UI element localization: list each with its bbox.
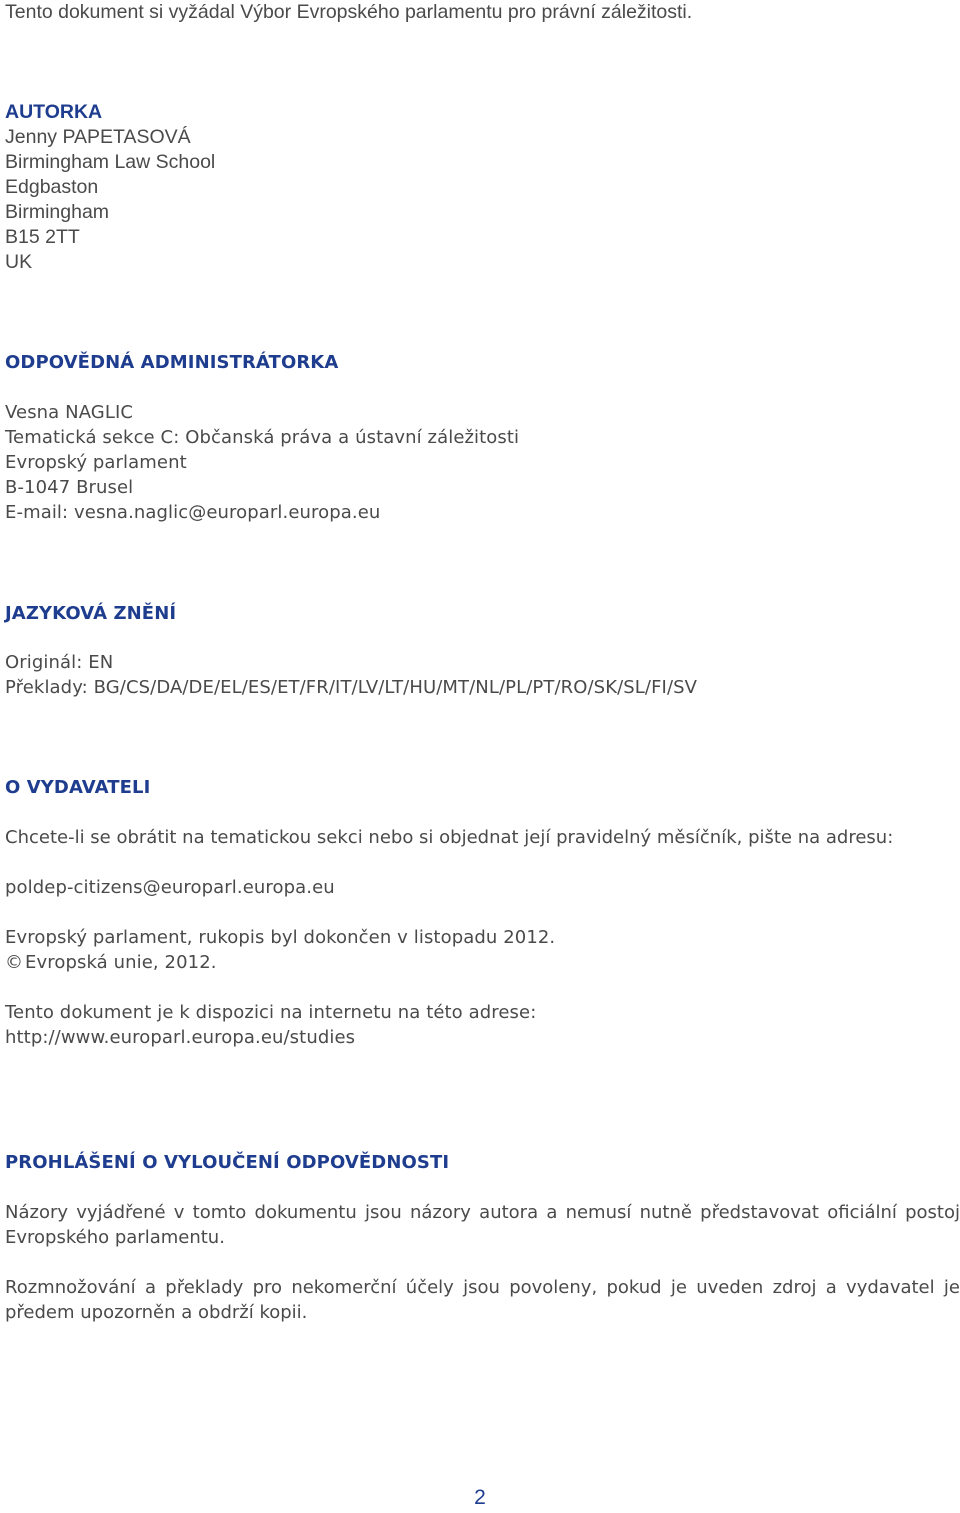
- author-institution: Birmingham Law School: [5, 151, 216, 173]
- languages-original: Originál: EN: [5, 652, 114, 673]
- languages-heading: JAZYKOVÁ ZNĚNÍ: [5, 603, 177, 624]
- publisher-manuscript-note: Evropský parlament, rukopis byl dokončen v listopadu 2012.: [5, 927, 556, 948]
- administrator-heading: ODPOVĚDNÁ ADMINISTRÁTORKA: [5, 352, 339, 373]
- author-heading: AUTORKA: [5, 101, 103, 123]
- author-country: UK: [5, 251, 33, 273]
- languages-translations: Překlady: BG/CS/DA/DE/EL/ES/ET/FR/IT/LV/LT/HU/MT/NL/PL/PT/RO/SK/SL/FI/SV: [5, 677, 698, 698]
- disclaimer-paragraph-2: Rozmnožování a překlady pro nekomerční účely jsou povoleny, pokud je uveden zdroj a vydavatel je předem upozorněn a obdrží kopii.: [5, 1277, 960, 1323]
- page-number: 2: [474, 1486, 486, 1509]
- intro-text: Tento dokument si vyžádal Výbor Evropského parlamentu pro právní záležitosti.: [5, 1, 693, 23]
- copyright-text: Evropská unie, 2012.: [25, 952, 217, 973]
- publisher-contact-email[interactable]: poldep-citizens@europarl.europa.eu: [5, 877, 335, 898]
- publisher-url[interactable]: http://www.europarl.europa.eu/studies: [5, 1027, 356, 1048]
- administrator-email[interactable]: E-mail: vesna.naglic@europarl.europa.eu: [5, 502, 381, 523]
- copyright-icon: ©: [5, 952, 24, 973]
- publisher-availability: Tento dokument je k dispozici na internetu na této adrese:: [5, 1002, 537, 1023]
- publisher-heading: O VYDAVATELI: [5, 777, 151, 798]
- disclaimer-heading: PROHLÁŠENÍ O VYLOUČENÍ ODPOVĚDNOSTI: [5, 1152, 450, 1173]
- disclaimer-paragraph-1: Názory vyjádřené v tomto dokumentu jsou názory autora a nemusí nutně představovat oficiální postoj Evropského parlamentu.: [5, 1202, 960, 1248]
- author-name: Jenny PAPETASOVÁ: [5, 126, 191, 148]
- administrator-department: Tematická sekce C: Občanská práva a ústavní záležitosti: [5, 427, 520, 448]
- publisher-contact-text: Chcete-li se obrátit na tematickou sekci nebo si objednat její pravidelný měsíčník, pište na adresu:: [5, 827, 894, 848]
- publisher-copyright: [5, 950, 217, 975]
- author-district: Edgbaston: [5, 176, 99, 198]
- author-postcode: B15 2TT: [5, 226, 80, 248]
- administrator-organisation: Evropský parlament: [5, 452, 187, 473]
- administrator-name: Vesna NAGLIC: [5, 402, 134, 423]
- author-city: Birmingham: [5, 201, 110, 223]
- administrator-address: B-1047 Brusel: [5, 477, 134, 498]
